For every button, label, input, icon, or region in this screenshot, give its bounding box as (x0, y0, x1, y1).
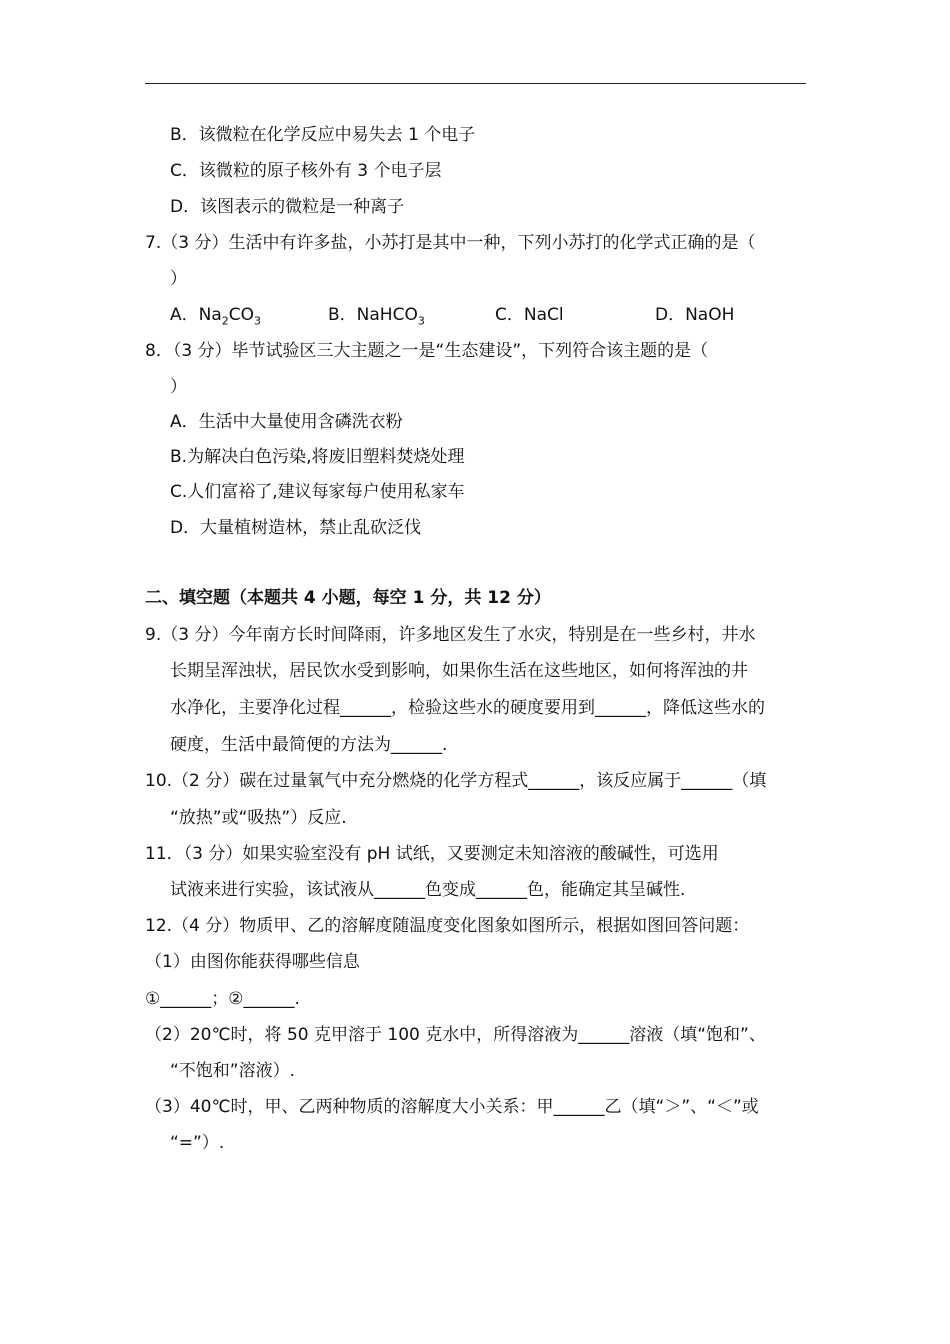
q8-option-d: D．大量植树造林，禁止乱砍泛伐 (170, 518, 422, 538)
q6-option-c: C．该微粒的原子核外有 3 个电子层 (170, 161, 442, 181)
section-title: 二、填空题（本题共 4 小题，每空 1 分，共 12 分） (145, 588, 551, 608)
q12-stem: 12.（4 分）物质甲、乙的溶解度随温度变化图象如图所示，根据如图回答问题： (145, 916, 750, 936)
q7-option-d: D．NaOH (655, 305, 735, 325)
q8-option-b: B.为解决白色污染,将废旧塑料焚烧处理 (170, 447, 465, 467)
q12-sub2-cont: “不饱和”溶液）. (170, 1061, 296, 1081)
q12-sub3: （3）40℃时，甲、乙两种物质的溶解度大小关系：甲______乙（填“＞”、“＜”或 (145, 1097, 759, 1117)
q8-stem: 8．（3 分）毕节试验区三大主题之一是“生态建设”，下列符合该主题的是（ (145, 341, 709, 361)
q6-option-d: D．该图表示的微粒是一种离子 (170, 197, 405, 217)
header-rule (145, 83, 806, 84)
q7-option-a: A．$Na_2CO_3$ (170, 305, 262, 328)
q11-line: 11．（3 分）如果实验室没有 pH 试纸，又要测定未知溶液的酸碱性，可选用 (145, 844, 719, 864)
q8-stem-cont: ） (170, 377, 187, 397)
q9-line: 硬度，生活中最简便的方法为______. (170, 735, 448, 755)
q6-option-b: B．该微粒在化学反应中易失去 1 个电子 (170, 125, 476, 145)
q9-line: 水净化，主要净化过程______，检验这些水的硬度要用到______，降低这些水的 (170, 698, 765, 718)
q9-line: 长期呈浑浊状，居民饮水受到影响，如果你生活在这些地区，如何将浑浊的井 (170, 661, 748, 681)
q7-option-c: C．NaCl (495, 305, 564, 325)
q7-stem-cont: ） (170, 269, 187, 289)
q10-line: “放热”或“吸热”）反应. (170, 808, 347, 828)
q7-stem: 7.（3 分）生活中有许多盐，小苏打是其中一种，下列小苏打的化学式正确的是（ (145, 233, 756, 253)
q12-sub1-blanks: ①______；②______. (145, 989, 300, 1009)
q12-sub2: （2）20℃时，将 50 克甲溶于 100 克水中，所得溶液为______溶液（填“饱和”、 (145, 1025, 766, 1045)
q8-option-a: A．生活中大量使用含磷洗衣粉 (170, 412, 403, 432)
q11-line: 试液来进行实验，该试液从______色变成______色，能确定其呈碱性. (170, 880, 686, 900)
q9-line: 9.（3 分）今年南方长时间降雨，许多地区发生了水灾，特别是在一些乡村，井水 (145, 625, 756, 645)
q10-line: 10.（2 分）碳在过量氧气中充分燃烧的化学方程式______，该反应属于______（填 (145, 771, 767, 791)
q8-option-c: C.人们富裕了,建议每家每户使用私家车 (170, 482, 465, 502)
q12-sub1: （1）由图你能获得哪些信息 (145, 952, 360, 972)
q7-option-b: B．NaHCO$_3$ (328, 305, 425, 328)
q12-sub3-cont: “=”）. (170, 1133, 225, 1153)
